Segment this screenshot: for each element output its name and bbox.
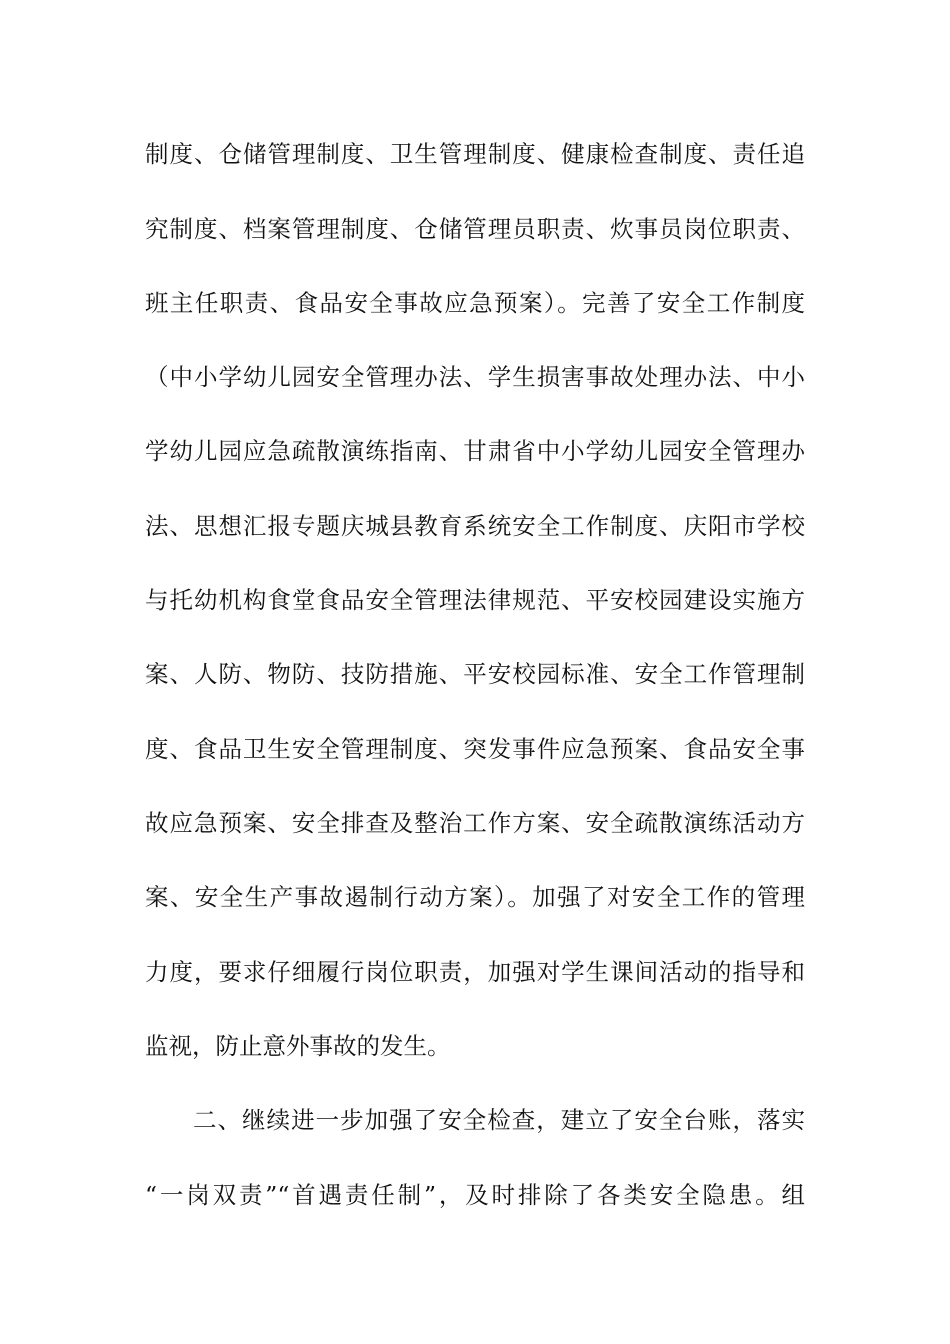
text-line-12: 力度，要求仔细履行岗位职责，加强对学生课间活动的指导和 [145, 958, 805, 986]
text-line-14: 二、继续进一步加强了安全检查，建立了安全台账，落实 [193, 1106, 805, 1134]
text-line-10: 故应急预案、安全排查及整治工作方案、安全疏散演练活动方 [145, 809, 805, 837]
text-line-3: 班主任职责、食品安全事故应急预案）。完善了安全工作制度 [145, 289, 805, 317]
text-line-2: 究制度、档案管理制度、仓储管理员职责、炊事员岗位职责、 [145, 215, 805, 243]
text-line-6: 法、思想汇报专题庆城县教育系统安全工作制度、庆阳市学校 [145, 512, 805, 540]
text-line-15: “一岗双责”“首遇责任制”，及时排除了各类安全隐患。组 [145, 1181, 805, 1209]
text-line-9: 度、食品卫生安全管理制度、突发事件应急预案、食品安全事 [145, 735, 805, 763]
text-line-7: 与托幼机构食堂食品安全管理法律规范、平安校园建设实施方 [145, 586, 805, 614]
text-line-8: 案、人防、物防、技防措施、平安校园标准、安全工作管理制 [145, 660, 805, 688]
text-line-4: （中小学幼儿园安全管理办法、学生损害事故处理办法、中小 [145, 363, 805, 391]
text-line-5: 学幼儿园应急疏散演练指南、甘肃省中小学幼儿园安全管理办 [145, 437, 805, 465]
text-line-13: 监视，防止意外事故的发生。 [145, 1032, 451, 1060]
text-line-11: 案、安全生产事故遏制行动方案）。加强了对安全工作的管理 [145, 883, 805, 911]
text-line-1: 制度、仓储管理制度、卫生管理制度、健康检查制度、责任追 [145, 140, 805, 168]
